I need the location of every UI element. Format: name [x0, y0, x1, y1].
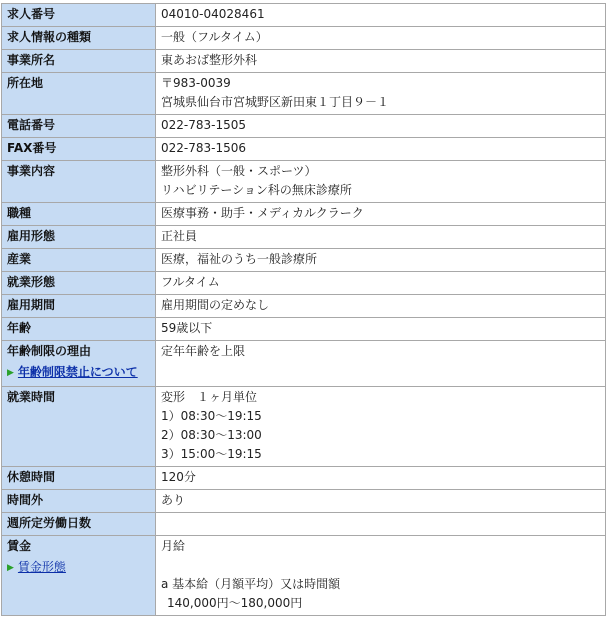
row-weekly-days [2, 513, 606, 536]
wage-type-link[interactable]: 賃金形態 [17, 560, 66, 574]
label-employment-form: 雇用形態 [2, 226, 156, 249]
row-job-type [2, 27, 606, 50]
row-business [2, 161, 606, 203]
label-work-hours: 就業時間 [2, 387, 156, 467]
label-fax: FAX番号 [2, 138, 156, 161]
label-business: 事業内容 [2, 161, 156, 203]
business-line-2: リハビリテーション科の無床診療所 [161, 183, 352, 197]
label-work-form: 就業形態 [2, 272, 156, 295]
triangle-right-icon: ▶ [7, 368, 14, 378]
row-wage [2, 536, 606, 616]
value-occupation: 医療事務・助手・メディカルクラーク [156, 203, 606, 226]
value-overtime: あり [156, 490, 606, 513]
value-wage [156, 536, 606, 616]
value-industry: 医療，福祉のうち一般診療所 [156, 249, 606, 272]
label-wage [2, 536, 156, 616]
triangle-right-icon: ▶ [7, 563, 14, 573]
address-postal: 〒983-0039 [161, 76, 231, 90]
label-overtime: 時間外 [2, 490, 156, 513]
value-company: 東あおば整形外科 [156, 50, 606, 73]
row-employment-form [2, 226, 606, 249]
value-work-hours [156, 387, 606, 467]
label-company: 事業所名 [2, 50, 156, 73]
row-occupation [2, 203, 606, 226]
work-hours-line-2: 1）08:30〜19:15 [161, 409, 262, 423]
label-break-time: 休憩時間 [2, 467, 156, 490]
row-job-number [2, 4, 606, 27]
address-street: 宮城県仙台市宮城野区新田東１丁目９－１ [161, 95, 390, 109]
row-fax [2, 138, 606, 161]
row-company [2, 50, 606, 73]
work-hours-line-3: 2）08:30〜13:00 [161, 428, 262, 442]
row-work-hours [2, 387, 606, 467]
value-break-time: 120分 [156, 467, 606, 490]
wage-line-1: 月給 [161, 539, 186, 553]
label-address: 所在地 [2, 73, 156, 115]
label-age: 年齢 [2, 318, 156, 341]
work-hours-line-1: 変形 １ヶ月単位 [161, 390, 258, 404]
value-age-reason: 定年年齢を上限 [156, 341, 606, 387]
age-limit-link-row [7, 363, 151, 384]
value-work-form: フルタイム [156, 272, 606, 295]
row-industry [2, 249, 606, 272]
business-line-1: 整形外科（一般・スポーツ） [161, 164, 317, 178]
wage-type-link-row [7, 558, 151, 579]
value-employment-period: 雇用期間の定めなし [156, 295, 606, 318]
wage-line-3: 140,000円〜180,000円 [167, 596, 303, 610]
row-employment-period [2, 295, 606, 318]
label-weekly-days: 週所定労働日数 [2, 513, 156, 536]
label-job-type: 求人情報の種類 [2, 27, 156, 50]
value-address [156, 73, 606, 115]
label-occupation: 職種 [2, 203, 156, 226]
job-details-table [1, 3, 606, 616]
label-job-number: 求人番号 [2, 4, 156, 27]
work-hours-line-4: 3）15:00〜19:15 [161, 447, 262, 461]
value-business [156, 161, 606, 203]
row-overtime [2, 490, 606, 513]
row-phone [2, 115, 606, 138]
value-fax: 022-783-1506 [156, 138, 606, 161]
value-job-number: 04010-04028461 [156, 4, 606, 27]
label-employment-period: 雇用期間 [2, 295, 156, 318]
wage-line-2: a 基本給（月額平均）又は時間額 [161, 577, 341, 591]
value-phone: 022-783-1505 [156, 115, 606, 138]
value-employment-form: 正社員 [156, 226, 606, 249]
wage-label: 賃金 [7, 539, 32, 553]
row-address [2, 73, 606, 115]
age-reason-label: 年齢制限の理由 [7, 344, 92, 358]
label-age-reason [2, 341, 156, 387]
value-weekly-days [156, 513, 606, 536]
label-industry: 産業 [2, 249, 156, 272]
row-break-time [2, 467, 606, 490]
age-limit-prohibition-link[interactable]: 年齢制限禁止について [17, 365, 138, 379]
row-work-form [2, 272, 606, 295]
value-job-type: 一般（フルタイム） [156, 27, 606, 50]
value-age: 59歳以下 [156, 318, 606, 341]
wage-spacer [161, 556, 601, 575]
row-age [2, 318, 606, 341]
label-phone: 電話番号 [2, 115, 156, 138]
row-age-reason [2, 341, 606, 387]
